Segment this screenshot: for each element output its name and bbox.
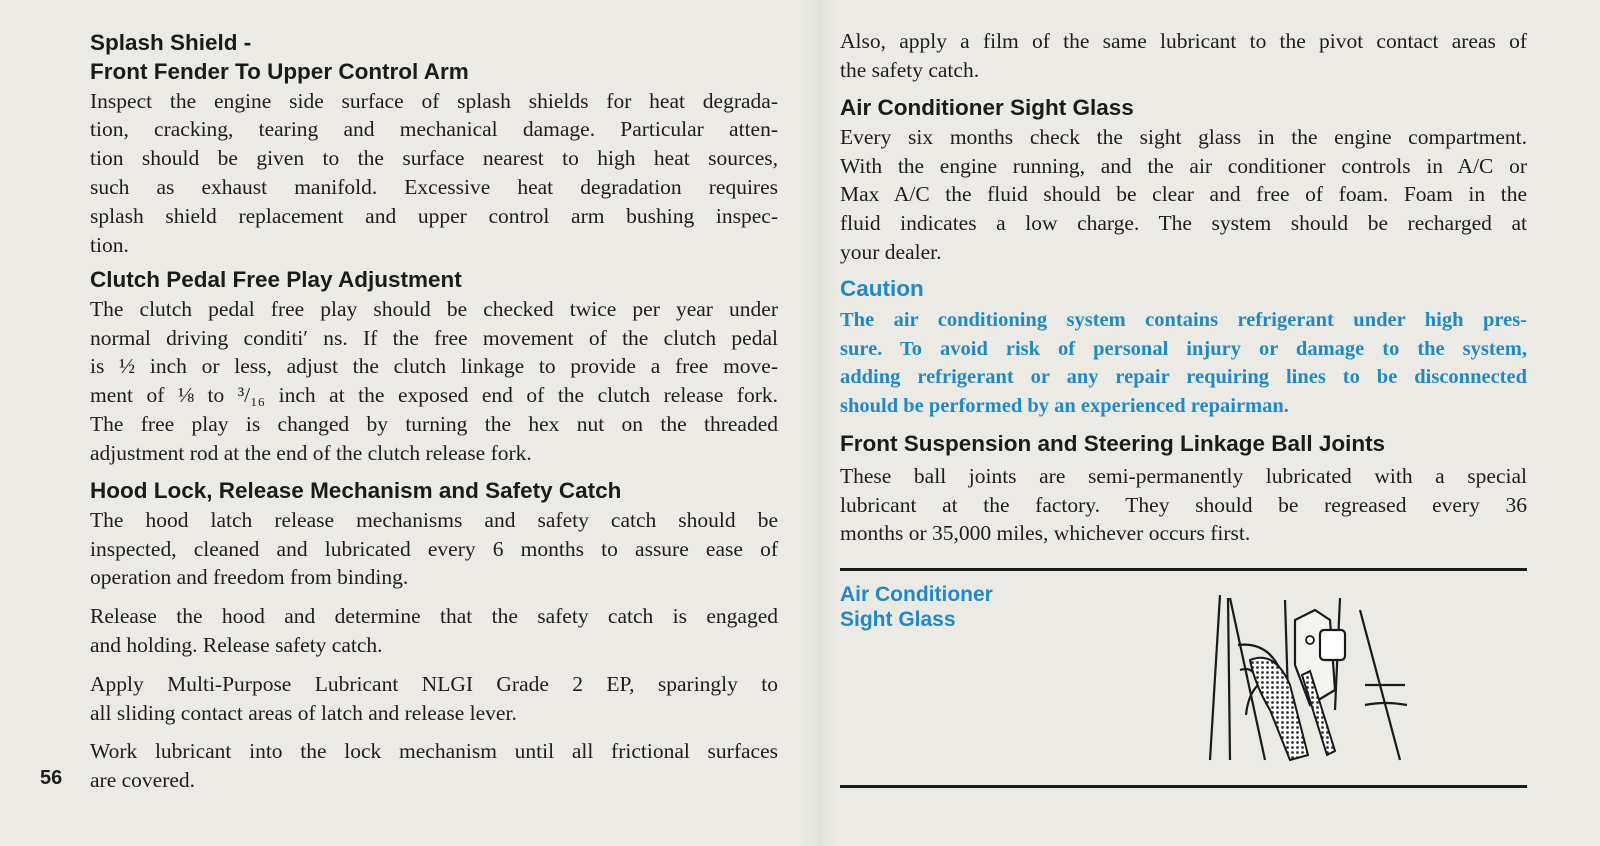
section-suspension xyxy=(840,430,1527,548)
text-line: months or 35,000 miles, whichever occurs first. xyxy=(840,521,1251,546)
paragraph xyxy=(90,506,778,592)
text-line: Also, apply a film of the same lubricant to the pivot contact areas of xyxy=(840,29,1527,53)
section-caution xyxy=(840,275,1527,421)
text-line: These ball joints are semi-permanently lubricated with a special xyxy=(840,463,1527,488)
text-line: The clutch pedal free play should be checked twice per year under xyxy=(90,296,778,321)
section-sight-glass xyxy=(840,94,1527,267)
text-line: Release the hood and determine that the safety catch is engaged xyxy=(90,604,778,629)
paragraph xyxy=(90,737,778,795)
section-splash-shield xyxy=(90,29,778,259)
paragraph xyxy=(90,602,778,660)
section-heading: Clutch Pedal Free Play Adjustment xyxy=(90,267,462,292)
caution-heading: Caution xyxy=(840,276,924,301)
intro-paragraph xyxy=(840,27,1527,85)
text-line: splash shield replacement and upper control arm bushing inspec- xyxy=(90,203,778,228)
text-line: The hood latch release mechanisms and safety catch should be xyxy=(90,507,778,532)
text-line: Max A/C the fluid should be clear and free of foam. Foam in the xyxy=(840,182,1527,207)
caption-line: Sight Glass xyxy=(840,608,956,631)
text-line: The free play is changed by turning the hex nut on the threaded xyxy=(90,411,778,436)
text-line: The air conditioning system contains refrigerant under high pres- xyxy=(840,308,1527,331)
text-line: lubricant at the factory. They should be regreased every 36 xyxy=(840,492,1527,517)
text-line: should be performed by an experienced repairman. xyxy=(840,395,1289,418)
caution-paragraph xyxy=(840,306,1527,421)
divider-rule xyxy=(840,785,1527,788)
text-line: normal driving conditi′ ns. If the free movement of the clutch pedal xyxy=(90,325,778,350)
sight-glass-illustration xyxy=(1190,590,1480,770)
section-heading: Splash Shield - xyxy=(90,30,252,55)
section-heading: Hood Lock, Release Mechanism and Safety Catch xyxy=(90,478,622,503)
text-line: tion should be given to the surface nearest to high heat sources, xyxy=(90,146,778,171)
paragraph xyxy=(840,462,1527,548)
section-heading: Air Conditioner Sight Glass xyxy=(840,95,1134,120)
page-gutter xyxy=(800,0,840,846)
section-hood-lock xyxy=(90,477,778,795)
text-line: is ½ inch or less, adjust the clutch linkage to provide a free move- xyxy=(90,354,778,379)
text-line: sure. To avoid risk of personal injury or damage to the system, xyxy=(840,337,1527,360)
text-line: the safety catch. xyxy=(840,57,980,82)
paragraph xyxy=(90,87,778,260)
text-line: such as exhaust manifold. Excessive heat degradation requires xyxy=(90,174,778,199)
page-number: 56 xyxy=(40,767,63,789)
text-line: tion. xyxy=(90,232,129,257)
text-line: fluid indicates a low charge. The system should be recharged at xyxy=(840,211,1527,236)
text-line: Inspect the engine side surface of splash shields for heat degrada- xyxy=(90,88,778,113)
text-line: operation and freedom from binding. xyxy=(90,565,409,590)
text-line: adjustment rod at the end of the clutch release fork. xyxy=(90,440,532,465)
text-line: adding refrigerant or any repair requiring lines to be disconnected xyxy=(840,366,1527,389)
divider-rule xyxy=(840,568,1527,571)
caption-line: Air Conditioner xyxy=(840,583,993,606)
text-line: Apply Multi-Purpose Lubricant NLGI Grade 2 EP, sparingly to xyxy=(90,671,778,696)
text-line: inspected, cleaned and lubricated every 6 months to assure ease of xyxy=(90,536,778,561)
text-line: all sliding contact areas of latch and release lever. xyxy=(90,700,517,725)
section-heading: Front Fender To Upper Control Arm xyxy=(90,58,469,84)
text-line: your dealer. xyxy=(840,239,942,264)
paragraph xyxy=(840,123,1527,267)
paragraph xyxy=(90,295,778,468)
text-line: are covered. xyxy=(90,768,196,793)
text-line: tion, cracking, tearing and mechanical damage. Particular atten- xyxy=(90,117,778,142)
text-line: ment of ⅛ to ³/₁₆ inch at the exposed end of the clutch release fork. xyxy=(90,383,778,408)
text-line: Every six months check the sight glass in the engine compartment. xyxy=(840,124,1527,149)
section-clutch-pedal xyxy=(90,266,778,468)
text-line: With the engine running, and the air conditioner controls in A/C or xyxy=(840,153,1527,178)
section-heading: Front Suspension and Steering Linkage Ball Joints xyxy=(840,431,1386,456)
text-line: and holding. Release safety catch. xyxy=(90,632,383,657)
text-line: Work lubricant into the lock mechanism until all frictional surfaces xyxy=(90,739,778,764)
paragraph xyxy=(90,670,778,728)
